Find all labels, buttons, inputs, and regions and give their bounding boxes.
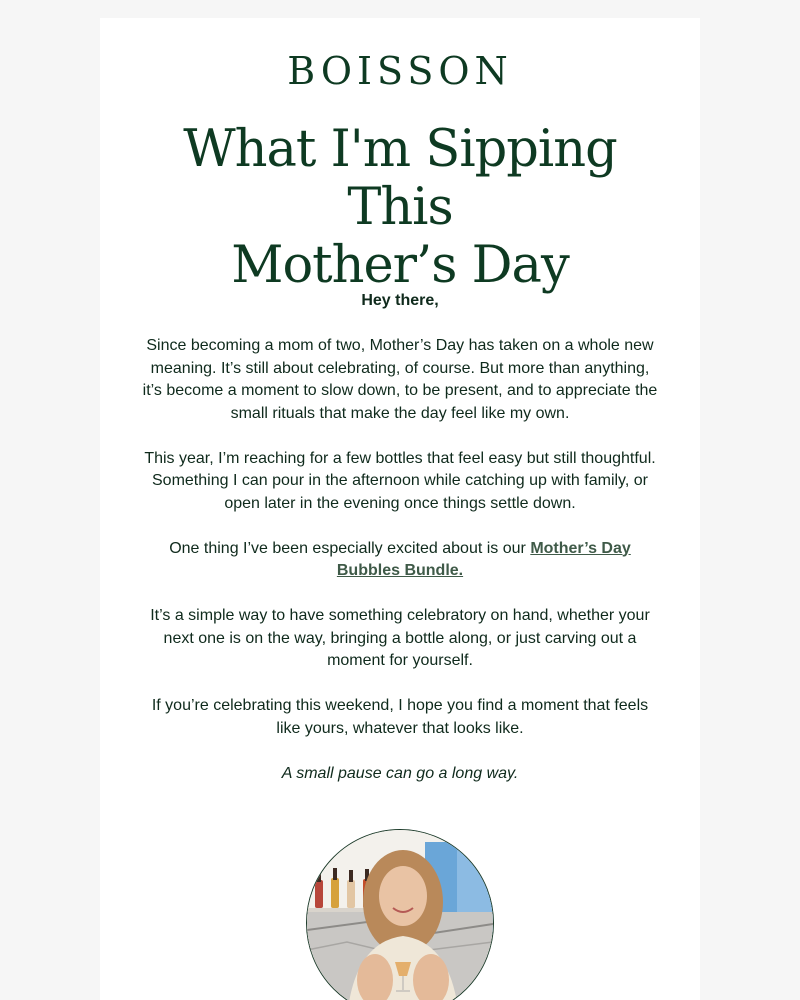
headline-line-2: Mother’s Day — [231, 236, 569, 295]
email-card — [100, 18, 700, 1000]
headline — [130, 121, 670, 295]
paragraph-intro: Since becoming a mom of two, Mother’s Day has taken on a whole new meaning. It’s still about celebrating, of course. But more than anything, it’s become a moment to slow down, to be present, and to appreciate the small rituals that make the day feel like my own. — [142, 337, 658, 422]
author-portrait — [306, 829, 494, 1000]
brand-logo[interactable]: BOISSON — [287, 49, 513, 93]
paragraph-celebration: It’s a simple way to have something celebratory on hand, whether your next one is on the way, bringing a bottle along, or just carving out a moment for yourself. — [150, 607, 650, 669]
paragraph-bundle — [140, 538, 660, 583]
headline-line-1: What I'm Sipping This — [183, 120, 617, 237]
portrait-illustration — [307, 830, 493, 1000]
greeting: Hey there, — [361, 292, 439, 309]
paragraph-weekend: If you’re celebrating this weekend, I hope you find a moment that feels like yours, whatever that looks like. — [151, 697, 649, 737]
paragraph-bundle-text: One thing I’ve been especially excited about is our — [169, 539, 531, 557]
signoff: A small pause can go a long way. — [281, 764, 519, 782]
bubbles-bundle-link[interactable]: Mother’s Day Bubbles Bundle. — [336, 539, 631, 579]
email-body — [140, 290, 660, 808]
paragraph-bottles: This year, I’m reaching for a few bottles that feel easy but still thoughtful. Something I can pour in the afternoon while catching up with family, or open later in the evening once things settle down. — [144, 449, 656, 512]
